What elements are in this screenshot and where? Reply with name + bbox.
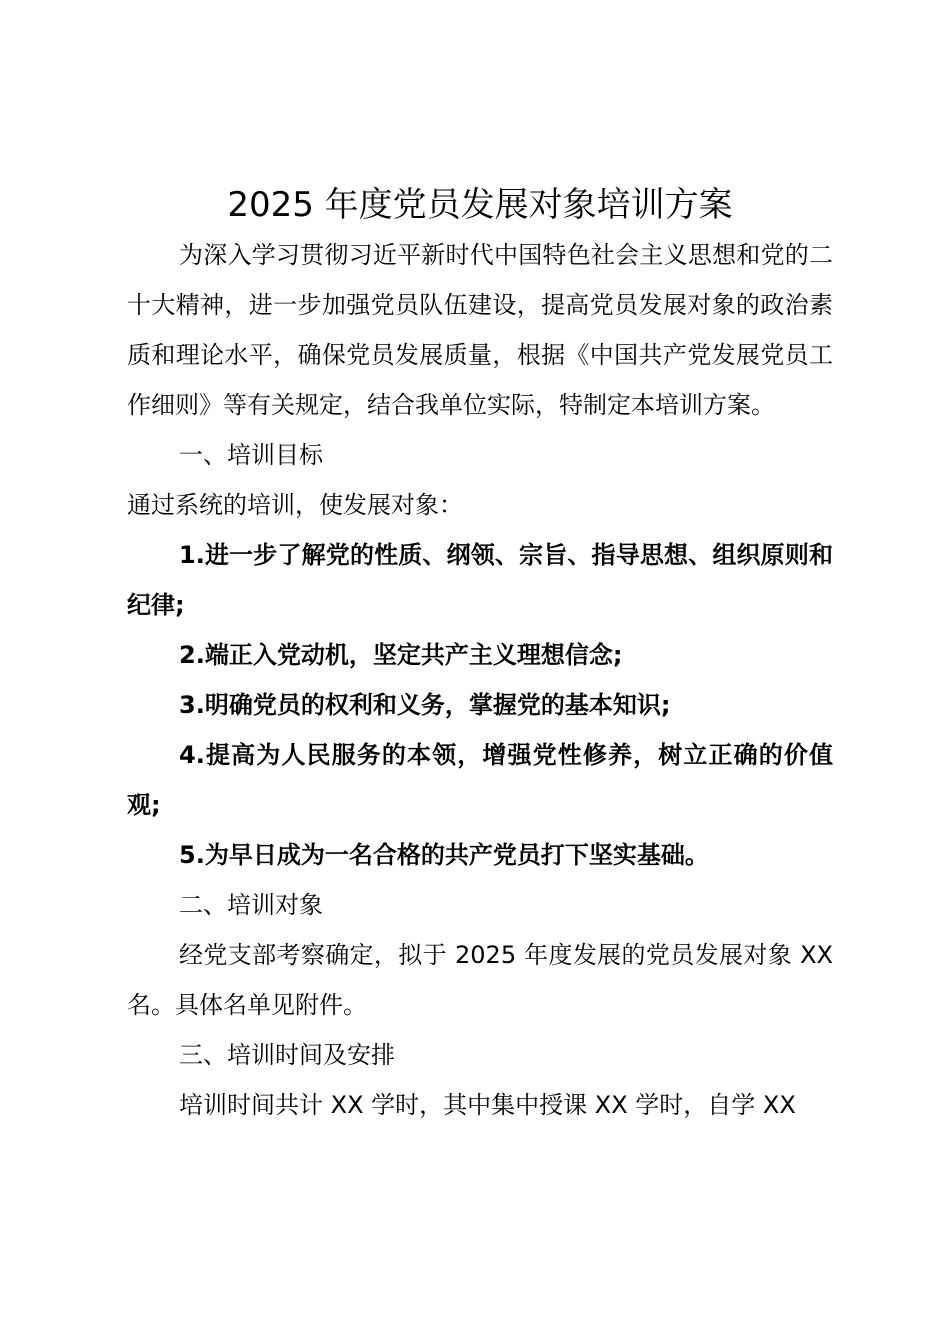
goal-item: 2.端正入党动机，坚定共产主义理想信念; [179, 641, 623, 669]
goals-lead-text: 通过系统的培训，使发展对象： [127, 491, 463, 519]
schedule-paragraph: 培训时间共计 XX 学时，其中集中授课 XX 学时，自学 XX [179, 1091, 796, 1119]
goal-item: 5.为早日成为一名合格的共产党员打下坚实基础。 [179, 841, 709, 869]
section-heading-goals: 一、培训目标 [179, 441, 323, 469]
section-heading-schedule: 三、培训时间及安排 [179, 1041, 395, 1069]
goal-item: 4.提高为人民服务的本领，增强党性修养，树立正确的价值观; [127, 741, 833, 819]
goal-item: 3.明确党员的权利和义务，掌握党的基本知识; [179, 691, 671, 719]
trainees-paragraph: 经党支部考察确定，拟于 2025 年度发展的党员发展对象 XX 名。具体名单见附件。 [127, 941, 833, 1019]
document-title: 2025 年度党员发展对象培训方案 [227, 185, 733, 225]
intro-paragraph: 为深入学习贯彻习近平新时代中国特色社会主义思想和党的二十大精神，进一步加强党员队伍建设，提高党员发展对象的政治素质和理论水平，确保党员发展质量，根据《中国共产党发展党员工作细则》等有关规定，结合我单位实际，特制定本培训方案。 [127, 241, 833, 419]
section-heading-trainees: 二、培训对象 [179, 891, 323, 919]
goal-item: 1.进一步了解党的性质、纲领、宗旨、指导思想、组织原则和纪律; [127, 541, 833, 619]
document-body [127, 180, 833, 1130]
